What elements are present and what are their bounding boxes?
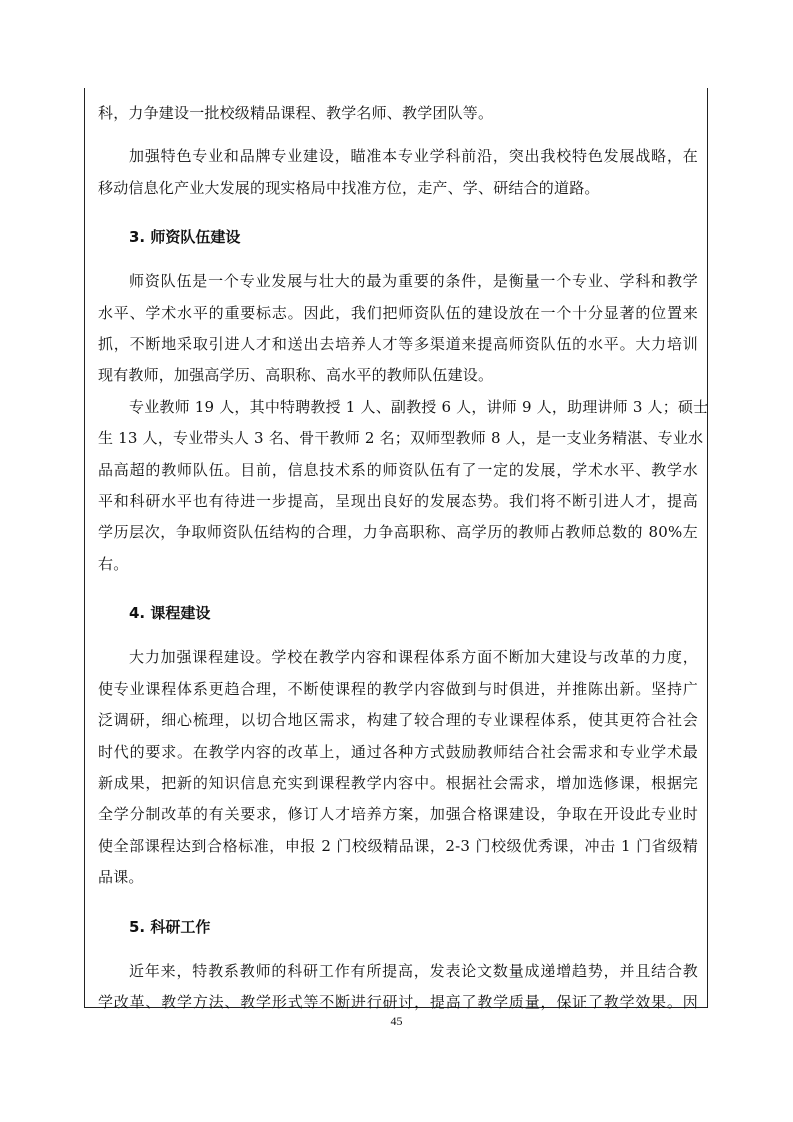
text-line: 使全部课程达到合格标准，申报 2 门校级精品课，2-3 门校级优秀课，冲击 1 门省级精 bbox=[98, 836, 698, 855]
text-line: 大力加强课程建设。学校在教学内容和课程体系方面不断加大建设与改革的力度， bbox=[129, 648, 698, 667]
text-line: 学历层次，争取师资队伍结构的合理，力争高职称、高学历的教师占教师总数的 80%左 bbox=[98, 523, 698, 542]
text-line: 使专业课程体系更趋合理，不断使课程的教学内容做到与时俱进，并推陈出新。坚持广 bbox=[98, 679, 698, 698]
text-line: 品课。 bbox=[98, 868, 144, 887]
text-line: 新成果，把新的知识信息充实到课程教学内容中。根据社会需求，增加选修课，根据完 bbox=[98, 773, 698, 792]
text-line: 右。 bbox=[98, 554, 129, 573]
text-line: 加强特色专业和品牌专业建设，瞄准本专业学科前沿，突出我校特色发展战略，在 bbox=[129, 147, 698, 166]
section-heading-teachers: 3. 师资队伍建设 bbox=[129, 228, 241, 247]
text-line: 近年来，特教系教师的科研工作有所提高，发表论文数量成递增趋势，并且结合教 bbox=[129, 961, 698, 980]
text-line: 科，力争建设一批校级精品课程、教学名师、教学团队等。 bbox=[98, 104, 494, 122]
text-line: 生 13 人，专业带头人 3 名、骨干教师 2 名；双师型教师 8 人，是一支业务精湛、专业水 bbox=[98, 429, 704, 448]
section-heading-curriculum: 4. 课程建设 bbox=[129, 604, 211, 623]
content-table-frame bbox=[84, 88, 709, 1011]
section-heading-research: 5. 科研工作 bbox=[129, 917, 211, 936]
text-line: 师资队伍是一个专业发展与壮大的最为重要的条件，是衡量一个专业、学科和教学 bbox=[129, 272, 698, 291]
text-line: 学改革、教学方法、教学形式等不断进行研讨，提高了教学质量，保证了教学效果。因 bbox=[98, 992, 698, 1011]
text-line: 水平、学术水平的重要标志。因此，我们把师资队伍的建设放在一个十分显著的位置来 bbox=[98, 303, 698, 322]
text-line: 专业教师 19 人，其中特聘教授 1 人、副教授 6 人，讲师 9 人，助理讲师 3 人；硕士 bbox=[129, 397, 709, 416]
document-body bbox=[98, 98, 709, 1018]
text-line: 抓，不断地采取引进人才和送出去培养人才等多渠道来提高师资队伍的水平。大力培训 bbox=[98, 335, 698, 354]
text-line: 时代的要求。在教学内容的改革上，通过各种方式鼓励教师结合社会需求和专业学术最 bbox=[98, 742, 698, 761]
page-number: 45 bbox=[390, 1014, 403, 1028]
text-line: 泛调研，细心梳理，以切合地区需求，构建了较合理的专业课程体系，使其更符合社会 bbox=[98, 711, 698, 730]
text-line: 平和科研水平也有待进一步提高，呈现出良好的发展态势。我们将不断引进人才，提高 bbox=[98, 492, 698, 511]
text-line: 移动信息化产业大发展的现实格局中找准方位，走产、学、研结合的道路。 bbox=[98, 178, 600, 197]
text-line: 品高超的教师队伍。目前，信息技术系的师资队伍有了一定的发展，学术水平、教学水 bbox=[98, 460, 698, 479]
text-line: 现有教师，加强高学历、高职称、高水平的教师队伍建设。 bbox=[98, 366, 494, 385]
text-line: 全学分制改革的有关要求，修订人才培养方案，加强合格课建设，争取在开设此专业时 bbox=[98, 805, 698, 824]
